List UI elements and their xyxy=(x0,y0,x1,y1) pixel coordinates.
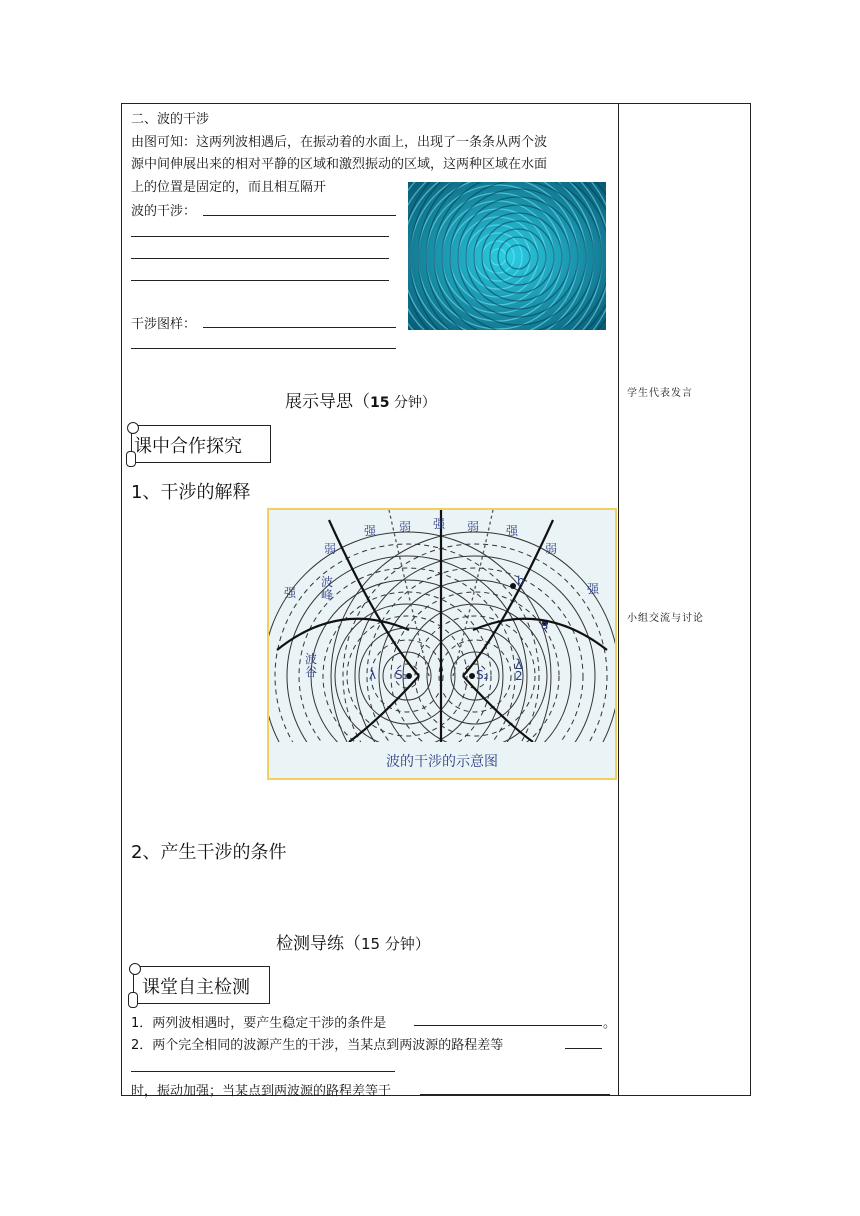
label-weak: 弱 xyxy=(324,542,337,556)
column-divider xyxy=(618,103,619,1096)
section-tag-cooperation: 课中合作探究 xyxy=(131,425,271,463)
answer-blank-3[interactable] xyxy=(420,1094,610,1095)
section-tag-self-test: 课堂自主检测 xyxy=(133,966,270,1004)
intro-line-3: 上的位置是固定的，而且相互隔开 xyxy=(131,180,327,195)
label-strong: 强 xyxy=(587,582,600,596)
label-weak: 弱 xyxy=(399,520,412,534)
question-1-end: 。 xyxy=(603,1016,617,1031)
question-3: 时，振动加强；当某点到两波源的路程差等于 xyxy=(131,1084,392,1099)
item-conditions: 2、产生干涉的条件 xyxy=(131,842,287,863)
blank-line[interactable] xyxy=(131,280,389,281)
label-trough: 波谷 xyxy=(305,652,318,679)
label-weak: 弱 xyxy=(467,520,480,534)
intro-line-1: 由图可知：这两列波相遇后，在振动着的水面上，出现了一条条从两个波 xyxy=(131,135,548,150)
question-2: 2．两个完全相同的波源产生的干涉，当某点到两波源的路程差等 xyxy=(131,1038,504,1053)
label-weak: 弱 xyxy=(545,542,558,556)
section-heading: 二、波的干涉 xyxy=(131,112,210,127)
test-title: 检测导练（15 分钟） xyxy=(276,934,430,954)
label-strong: 强 xyxy=(506,524,519,538)
label-strong: 强 xyxy=(364,524,377,538)
answer-blank-2b[interactable] xyxy=(131,1071,395,1072)
label-point-a: a xyxy=(541,618,549,632)
interference-diagram xyxy=(267,508,617,780)
label-s1: S₁ xyxy=(395,668,408,682)
blank-line[interactable] xyxy=(131,348,396,349)
side-note-speak: 学生代表发言 xyxy=(627,388,693,399)
interference-label: 波的干涉： xyxy=(131,204,197,219)
label-point-b: b xyxy=(517,574,525,588)
show-title: 展示导思（15 分钟） xyxy=(285,392,436,412)
blank-line[interactable] xyxy=(203,327,396,328)
side-note-discuss: 小组交流与讨论 xyxy=(627,613,704,624)
diagram-caption: 波的干涉的示意图 xyxy=(386,754,498,770)
answer-blank-1[interactable] xyxy=(414,1025,602,1026)
blank-line[interactable] xyxy=(131,258,389,259)
answer-blank-2[interactable] xyxy=(565,1048,602,1049)
label-lambda: λ xyxy=(369,668,377,682)
blank-line[interactable] xyxy=(203,215,396,216)
intro-line-2: 源中间伸展出来的相对平静的区域和激烈振动的区域，这两种区域在水面 xyxy=(131,157,548,172)
question-1: 1．两列波相遇时，要产生稳定干涉的条件是 xyxy=(131,1016,387,1031)
label-half-lambda: λ 2 xyxy=(515,657,523,683)
label-crest: 波峰 xyxy=(321,575,334,602)
item-explanation: 1、干涉的解释 xyxy=(131,482,251,503)
blank-line[interactable] xyxy=(131,236,389,237)
interference-photo xyxy=(408,182,606,330)
label-strong: 强 xyxy=(433,517,446,531)
label-s2: S₂ xyxy=(476,668,489,682)
pattern-label: 干涉图样： xyxy=(131,317,197,332)
label-strong: 强 xyxy=(284,586,297,600)
